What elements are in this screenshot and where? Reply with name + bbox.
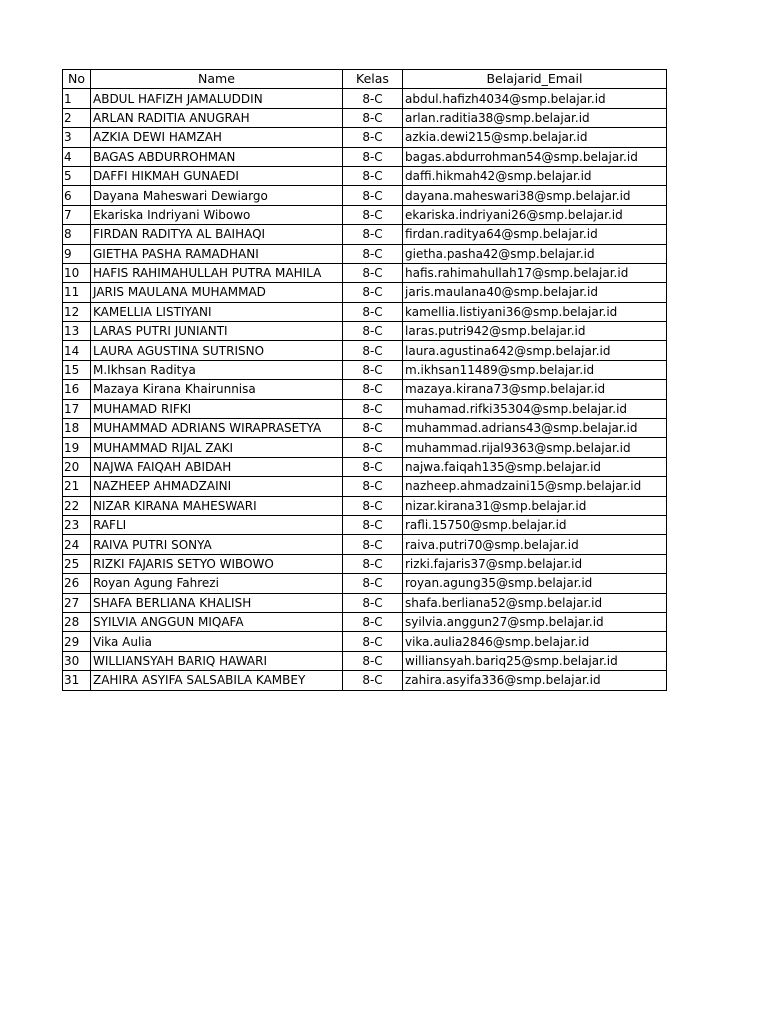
class-cell: 8-C	[343, 496, 403, 515]
class-cell: 8-C	[343, 399, 403, 418]
row-number-cell: 26	[63, 574, 91, 593]
table-row	[63, 147, 667, 166]
class-cell: 8-C	[343, 108, 403, 127]
email-cell: bagas.abdurrohman54@smp.belajar.id	[403, 147, 667, 166]
class-cell: 8-C	[343, 671, 403, 690]
email-cell: ekariska.indriyani26@smp.belajar.id	[403, 205, 667, 224]
email-cell: nazheep.ahmadzaini15@smp.belajar.id	[403, 477, 667, 496]
student-name-cell: MUHAMMAD ADRIANS WIRAPRASETYA	[91, 419, 343, 438]
student-name-cell: LAURA AGUSTINA SUTRISNO	[91, 341, 343, 360]
row-number-cell: 22	[63, 496, 91, 515]
class-cell: 8-C	[343, 341, 403, 360]
row-number-cell: 8	[63, 225, 91, 244]
student-name-cell: RAIVA PUTRI SONYA	[91, 535, 343, 554]
email-cell: shafa.berliana52@smp.belajar.id	[403, 593, 667, 612]
student-name-cell: ABDUL HAFIZH JAMALUDDIN	[91, 89, 343, 108]
table-row	[63, 322, 667, 341]
table-row	[63, 632, 667, 651]
email-cell: hafis.rahimahullah17@smp.belajar.id	[403, 263, 667, 282]
class-cell: 8-C	[343, 244, 403, 263]
email-cell: muhamad.rifki35304@smp.belajar.id	[403, 399, 667, 418]
email-cell: vika.aulia2846@smp.belajar.id	[403, 632, 667, 651]
row-number-cell: 10	[63, 263, 91, 282]
header-kelas: Kelas	[343, 70, 403, 89]
class-cell: 8-C	[343, 593, 403, 612]
class-cell: 8-C	[343, 515, 403, 534]
row-number-cell: 24	[63, 535, 91, 554]
email-cell: gietha.pasha42@smp.belajar.id	[403, 244, 667, 263]
student-name-cell: SYILVIA ANGGUN MIQAFA	[91, 612, 343, 631]
email-cell: williansyah.bariq25@smp.belajar.id	[403, 651, 667, 670]
email-cell: nizar.kirana31@smp.belajar.id	[403, 496, 667, 515]
student-name-cell: MUHAMAD RIFKI	[91, 399, 343, 418]
student-table	[62, 69, 667, 691]
row-number-cell: 31	[63, 671, 91, 690]
email-cell: jaris.maulana40@smp.belajar.id	[403, 283, 667, 302]
row-number-cell: 14	[63, 341, 91, 360]
class-cell: 8-C	[343, 380, 403, 399]
table-row	[63, 554, 667, 573]
row-number-cell: 18	[63, 419, 91, 438]
table-row	[63, 380, 667, 399]
row-number-cell: 5	[63, 166, 91, 185]
table-row	[63, 399, 667, 418]
email-cell: abdul.hafizh4034@smp.belajar.id	[403, 89, 667, 108]
class-cell: 8-C	[343, 651, 403, 670]
table-row	[63, 205, 667, 224]
email-cell: muhammad.rijal9363@smp.belajar.id	[403, 438, 667, 457]
email-cell: royan.agung35@smp.belajar.id	[403, 574, 667, 593]
class-cell: 8-C	[343, 322, 403, 341]
student-name-cell: Ekariska Indriyani Wibowo	[91, 205, 343, 224]
table-row	[63, 515, 667, 534]
student-name-cell: NIZAR KIRANA MAHESWARI	[91, 496, 343, 515]
row-number-cell: 23	[63, 515, 91, 534]
student-name-cell: NAZHEEP AHMADZAINI	[91, 477, 343, 496]
row-number-cell: 9	[63, 244, 91, 263]
student-name-cell: ARLAN RADITIA ANUGRAH	[91, 108, 343, 127]
row-number-cell: 25	[63, 554, 91, 573]
student-email-sheet	[62, 69, 667, 691]
table-row	[63, 341, 667, 360]
student-name-cell: FIRDAN RADITYA AL BAIHAQI	[91, 225, 343, 244]
email-cell: m.ikhsan11489@smp.belajar.id	[403, 360, 667, 379]
student-name-cell: M.Ikhsan Raditya	[91, 360, 343, 379]
student-name-cell: ZAHIRA ASYIFA SALSABILA KAMBEY	[91, 671, 343, 690]
row-number-cell: 12	[63, 302, 91, 321]
row-number-cell: 19	[63, 438, 91, 457]
table-row	[63, 360, 667, 379]
header-name: Name	[91, 70, 343, 89]
email-cell: mazaya.kirana73@smp.belajar.id	[403, 380, 667, 399]
email-cell: zahira.asyifa336@smp.belajar.id	[403, 671, 667, 690]
table-row	[63, 535, 667, 554]
class-cell: 8-C	[343, 438, 403, 457]
class-cell: 8-C	[343, 554, 403, 573]
student-name-cell: RIZKI FAJARIS SETYO WIBOWO	[91, 554, 343, 573]
class-cell: 8-C	[343, 225, 403, 244]
row-number-cell: 16	[63, 380, 91, 399]
email-cell: kamellia.listiyani36@smp.belajar.id	[403, 302, 667, 321]
row-number-cell: 1	[63, 89, 91, 108]
row-number-cell: 28	[63, 612, 91, 631]
table-row	[63, 108, 667, 127]
student-name-cell: Dayana Maheswari Dewiargo	[91, 186, 343, 205]
student-name-cell: LARAS PUTRI JUNIANTI	[91, 322, 343, 341]
table-row	[63, 438, 667, 457]
table-row	[63, 244, 667, 263]
email-cell: muhammad.adrians43@smp.belajar.id	[403, 419, 667, 438]
row-number-cell: 2	[63, 108, 91, 127]
class-cell: 8-C	[343, 457, 403, 476]
email-cell: dayana.maheswari38@smp.belajar.id	[403, 186, 667, 205]
row-number-cell: 7	[63, 205, 91, 224]
student-name-cell: Royan Agung Fahrezi	[91, 574, 343, 593]
table-row	[63, 593, 667, 612]
student-name-cell: DAFFI HIKMAH GUNAEDI	[91, 166, 343, 185]
row-number-cell: 27	[63, 593, 91, 612]
row-number-cell: 21	[63, 477, 91, 496]
row-number-cell: 15	[63, 360, 91, 379]
class-cell: 8-C	[343, 166, 403, 185]
table-body	[63, 89, 667, 690]
table-row	[63, 612, 667, 631]
student-name-cell: SHAFA BERLIANA KHALISH	[91, 593, 343, 612]
class-cell: 8-C	[343, 186, 403, 205]
table-row	[63, 457, 667, 476]
email-cell: syilvia.anggun27@smp.belajar.id	[403, 612, 667, 631]
student-name-cell: Mazaya Kirana Khairunnisa	[91, 380, 343, 399]
table-row	[63, 128, 667, 147]
class-cell: 8-C	[343, 535, 403, 554]
student-name-cell: GIETHA PASHA RAMADHANI	[91, 244, 343, 263]
row-number-cell: 17	[63, 399, 91, 418]
row-number-cell: 11	[63, 283, 91, 302]
email-cell: azkia.dewi215@smp.belajar.id	[403, 128, 667, 147]
table-row	[63, 186, 667, 205]
table-row	[63, 671, 667, 690]
class-cell: 8-C	[343, 302, 403, 321]
table-row	[63, 263, 667, 282]
class-cell: 8-C	[343, 263, 403, 282]
row-number-cell: 6	[63, 186, 91, 205]
table-row	[63, 496, 667, 515]
row-number-cell: 4	[63, 147, 91, 166]
class-cell: 8-C	[343, 477, 403, 496]
class-cell: 8-C	[343, 360, 403, 379]
class-cell: 8-C	[343, 612, 403, 631]
class-cell: 8-C	[343, 283, 403, 302]
email-cell: laura.agustina642@smp.belajar.id	[403, 341, 667, 360]
row-number-cell: 13	[63, 322, 91, 341]
table-row	[63, 283, 667, 302]
student-name-cell: Vika Aulia	[91, 632, 343, 651]
student-name-cell: NAJWA FAIQAH ABIDAH	[91, 457, 343, 476]
email-cell: arlan.raditia38@smp.belajar.id	[403, 108, 667, 127]
student-name-cell: JARIS MAULANA MUHAMMAD	[91, 283, 343, 302]
row-number-cell: 3	[63, 128, 91, 147]
email-cell: najwa.faiqah135@smp.belajar.id	[403, 457, 667, 476]
class-cell: 8-C	[343, 205, 403, 224]
table-row	[63, 166, 667, 185]
student-name-cell: BAGAS ABDURROHMAN	[91, 147, 343, 166]
class-cell: 8-C	[343, 147, 403, 166]
header-no: No	[63, 70, 91, 89]
header-row	[63, 70, 667, 89]
email-cell: daffi.hikmah42@smp.belajar.id	[403, 166, 667, 185]
student-name-cell: MUHAMMAD RIJAL ZAKI	[91, 438, 343, 457]
row-number-cell: 20	[63, 457, 91, 476]
table-row	[63, 225, 667, 244]
table-row	[63, 419, 667, 438]
table-row	[63, 302, 667, 321]
email-cell: laras.putri942@smp.belajar.id	[403, 322, 667, 341]
header-email: Belajarid_Email	[403, 70, 667, 89]
student-name-cell: RAFLI	[91, 515, 343, 534]
class-cell: 8-C	[343, 632, 403, 651]
class-cell: 8-C	[343, 419, 403, 438]
student-name-cell: WILLIANSYAH BARIQ HAWARI	[91, 651, 343, 670]
email-cell: raiva.putri70@smp.belajar.id	[403, 535, 667, 554]
student-name-cell: KAMELLIA LISTIYANI	[91, 302, 343, 321]
student-name-cell: AZKIA DEWI HAMZAH	[91, 128, 343, 147]
class-cell: 8-C	[343, 89, 403, 108]
class-cell: 8-C	[343, 574, 403, 593]
row-number-cell: 30	[63, 651, 91, 670]
email-cell: rizki.fajaris37@smp.belajar.id	[403, 554, 667, 573]
email-cell: rafli.15750@smp.belajar.id	[403, 515, 667, 534]
row-number-cell: 29	[63, 632, 91, 651]
table-row	[63, 477, 667, 496]
class-cell: 8-C	[343, 128, 403, 147]
table-row	[63, 574, 667, 593]
table-row	[63, 89, 667, 108]
student-name-cell: HAFIS RAHIMAHULLAH PUTRA MAHILA	[91, 263, 343, 282]
email-cell: firdan.raditya64@smp.belajar.id	[403, 225, 667, 244]
table-row	[63, 651, 667, 670]
